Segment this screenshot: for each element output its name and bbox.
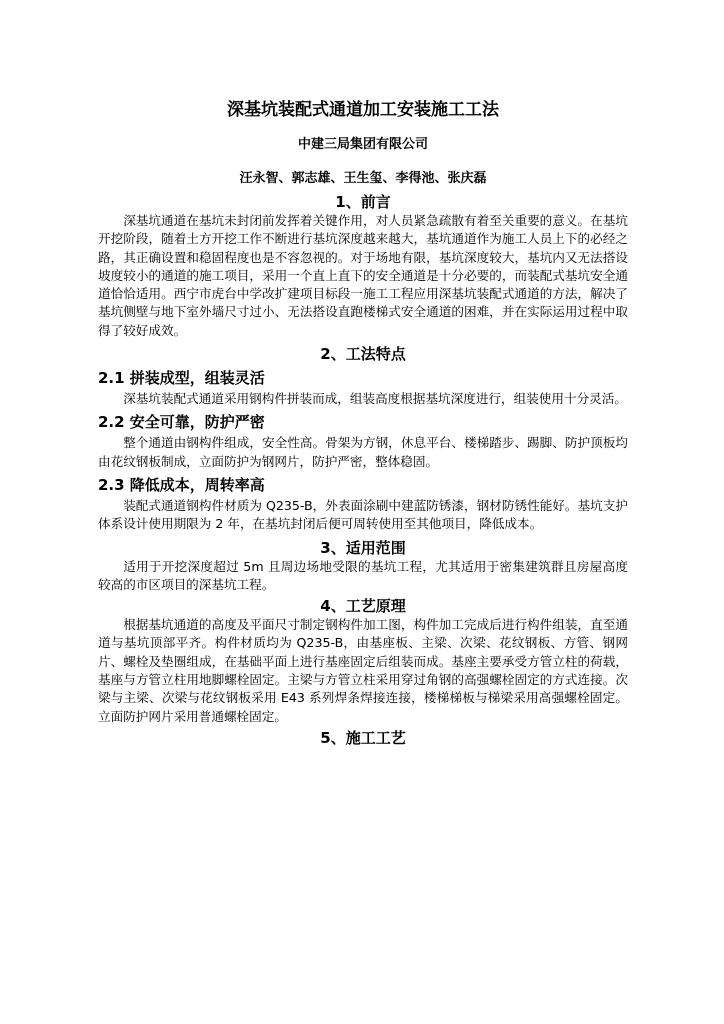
section-4-heading: 4、工艺原理 bbox=[320, 597, 406, 616]
section-2-2-heading: 2.2 安全可靠，防护严密 bbox=[98, 413, 265, 432]
section-2-3-paragraph: 装配式通道钢构件材质为 Q235-B，外表面涂刷中建蓝防锈漆，钢材防锈性能好。基坑支护体系设计使用期限为 2 年，在基坑封闭后便可周转使用至其他项目，降低成本。 bbox=[98, 497, 628, 532]
document-page bbox=[98, 98, 628, 748]
section-2-1-paragraph: 深基坑装配式通道采用钢构件拼装而成，组装高度根据基坑深度进行，组装使用十分灵活。 bbox=[123, 391, 627, 407]
section-2-heading: 2、工法特点 bbox=[320, 345, 406, 364]
section-1-heading: 1、前言 bbox=[335, 193, 391, 211]
section-3-paragraph: 适用于开挖深度超过 5m 且周边场地受限的基坑工程，尤其适用于密集建筑群且房屋高度较高的市区项目的深基坑工程。 bbox=[98, 558, 628, 592]
section-2-2-paragraph: 整个通道由钢构件组成，安全性高。骨架为方钢，休息平台、楼梯踏步、踢脚、防护顶板均由花纹钢板制成，立面防护为钢网片，防护严密，整体稳固。 bbox=[98, 435, 628, 469]
section-4-paragraph: 根据基坑通道的高度及平面尺寸制定钢构件加工图，构件加工完成后进行构件组装，直至通道与基坑顶部平齐。构件材质均为 Q235-B，由基座板、主梁、次梁、花纹钢板、方管、钢网片、螺栓及垫圈组成，在基础平面上进行基座固定后组装而成。基座主要承受方管立柱的荷载，基座与方管立柱用地脚螺栓固定。主梁与方管立柱采用穿过角钢的高强螺栓固定的方式连接。次梁与主梁、次梁与花纹钢板采用 E43 系列焊条焊接连接，楼梯梯板与梯梁采用高强螺栓固定。立面防护网片采用普通螺栓固定。 bbox=[98, 617, 628, 724]
section-3-heading: 3、适用范围 bbox=[320, 538, 406, 557]
section-2-3-heading: 2.3 降低成本，周转率高 bbox=[98, 475, 265, 494]
organization-name: 中建三局集团有限公司 bbox=[297, 137, 428, 152]
author-list: 汪永智、郭志雄、王生玺、李得池、张庆磊 bbox=[239, 171, 487, 186]
section-2-1-heading: 2.1 拼装成型，组装灵活 bbox=[98, 369, 265, 388]
document-title: 深基坑装配式通道加工安装施工工法 bbox=[227, 100, 499, 120]
section-1-paragraph: 深基坑通道在基坑未封闭前发挥着关键作用，对人员紧急疏散有着至关重要的意义。在基坑开挖阶段，随着土方开挖工作不断进行基坑深度越来越大，基坑通道作为施工人员上下的必经之路，其正确设置和稳固程度也是不容忽视的。对于场地有限，基坑深度较大，基坑内又无法搭设坡度较小的通道的施工项目，采用一个直上直下的安全通道是十分必要的，而装配式基坑安全通道恰恰适用。西宁市虎台中学改扩建项目标段一施工工程应用深基坑装配式通道的方法，解决了基坑侧壁与地下室外墙尺寸过小、无法搭设直跑楼梯式安全通道的困难，并在实际运用过程中取得了较好成效。 bbox=[98, 213, 628, 338]
section-5-heading: 5、施工工艺 bbox=[320, 728, 406, 747]
